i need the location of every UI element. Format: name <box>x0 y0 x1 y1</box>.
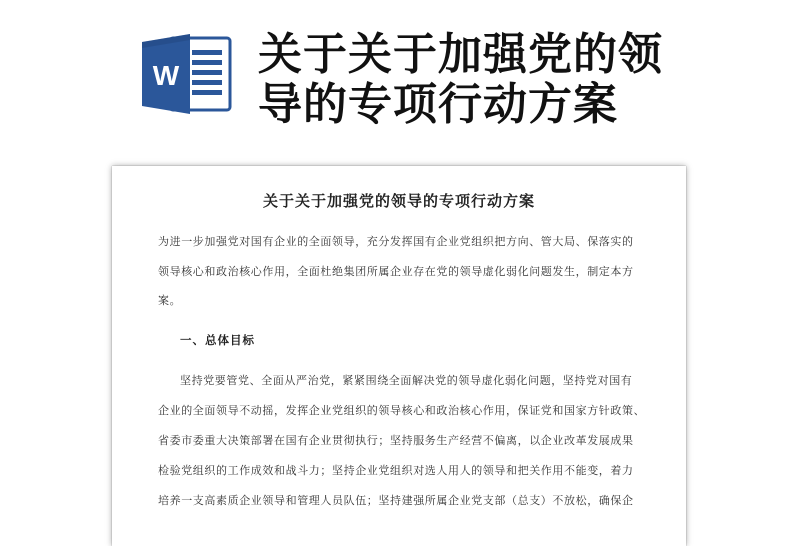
document-title: 关于关于加强党的领导的专项行动方案 <box>262 192 535 210</box>
header-title: 关于关于加强党的领 导的专项行动方案 <box>258 29 663 130</box>
intro-line-3: 案。 <box>158 294 182 307</box>
header-banner <box>0 0 800 150</box>
svg-text:W: W <box>152 60 180 91</box>
body-line-3: 省委市委重大决策部署在国有企业贯彻执行；坚持服务生产经营不偏离，以企业改革发展成果 <box>158 434 634 447</box>
body-line-2: 企业的全面领导不动摇，发挥企业党组织的领导核心和政治核心作用，保证党和国家方针政策、 <box>158 404 646 417</box>
body-line-1: 坚持党要管党、全面从严治党，紧紧围绕全面解决党的领导虚化弱化问题，坚持党对国有 <box>180 374 633 387</box>
body-line-4: 检验党组织的工作成效和战斗力；坚持企业党组织对选人用人的领导和把关作用不能变，着力 <box>158 464 634 477</box>
document-page <box>112 166 686 546</box>
intro-line-2: 领导核心和政治核心作用，全面杜绝集团所属企业存在党的领导虚化弱化问题发生，制定本方 <box>158 265 634 278</box>
intro-line-1: 为进一步加强党对国有企业的全面领导，充分发挥国有企业党组织把方向、管大局、保落实的 <box>158 235 634 248</box>
word-document-icon <box>140 30 236 118</box>
section-heading: 一、总体目标 <box>180 333 255 347</box>
body-line-5: 培养一支高素质企业领导和管理人员队伍；坚持建强所属企业党支部（总支）不放松，确保企 <box>158 494 634 507</box>
